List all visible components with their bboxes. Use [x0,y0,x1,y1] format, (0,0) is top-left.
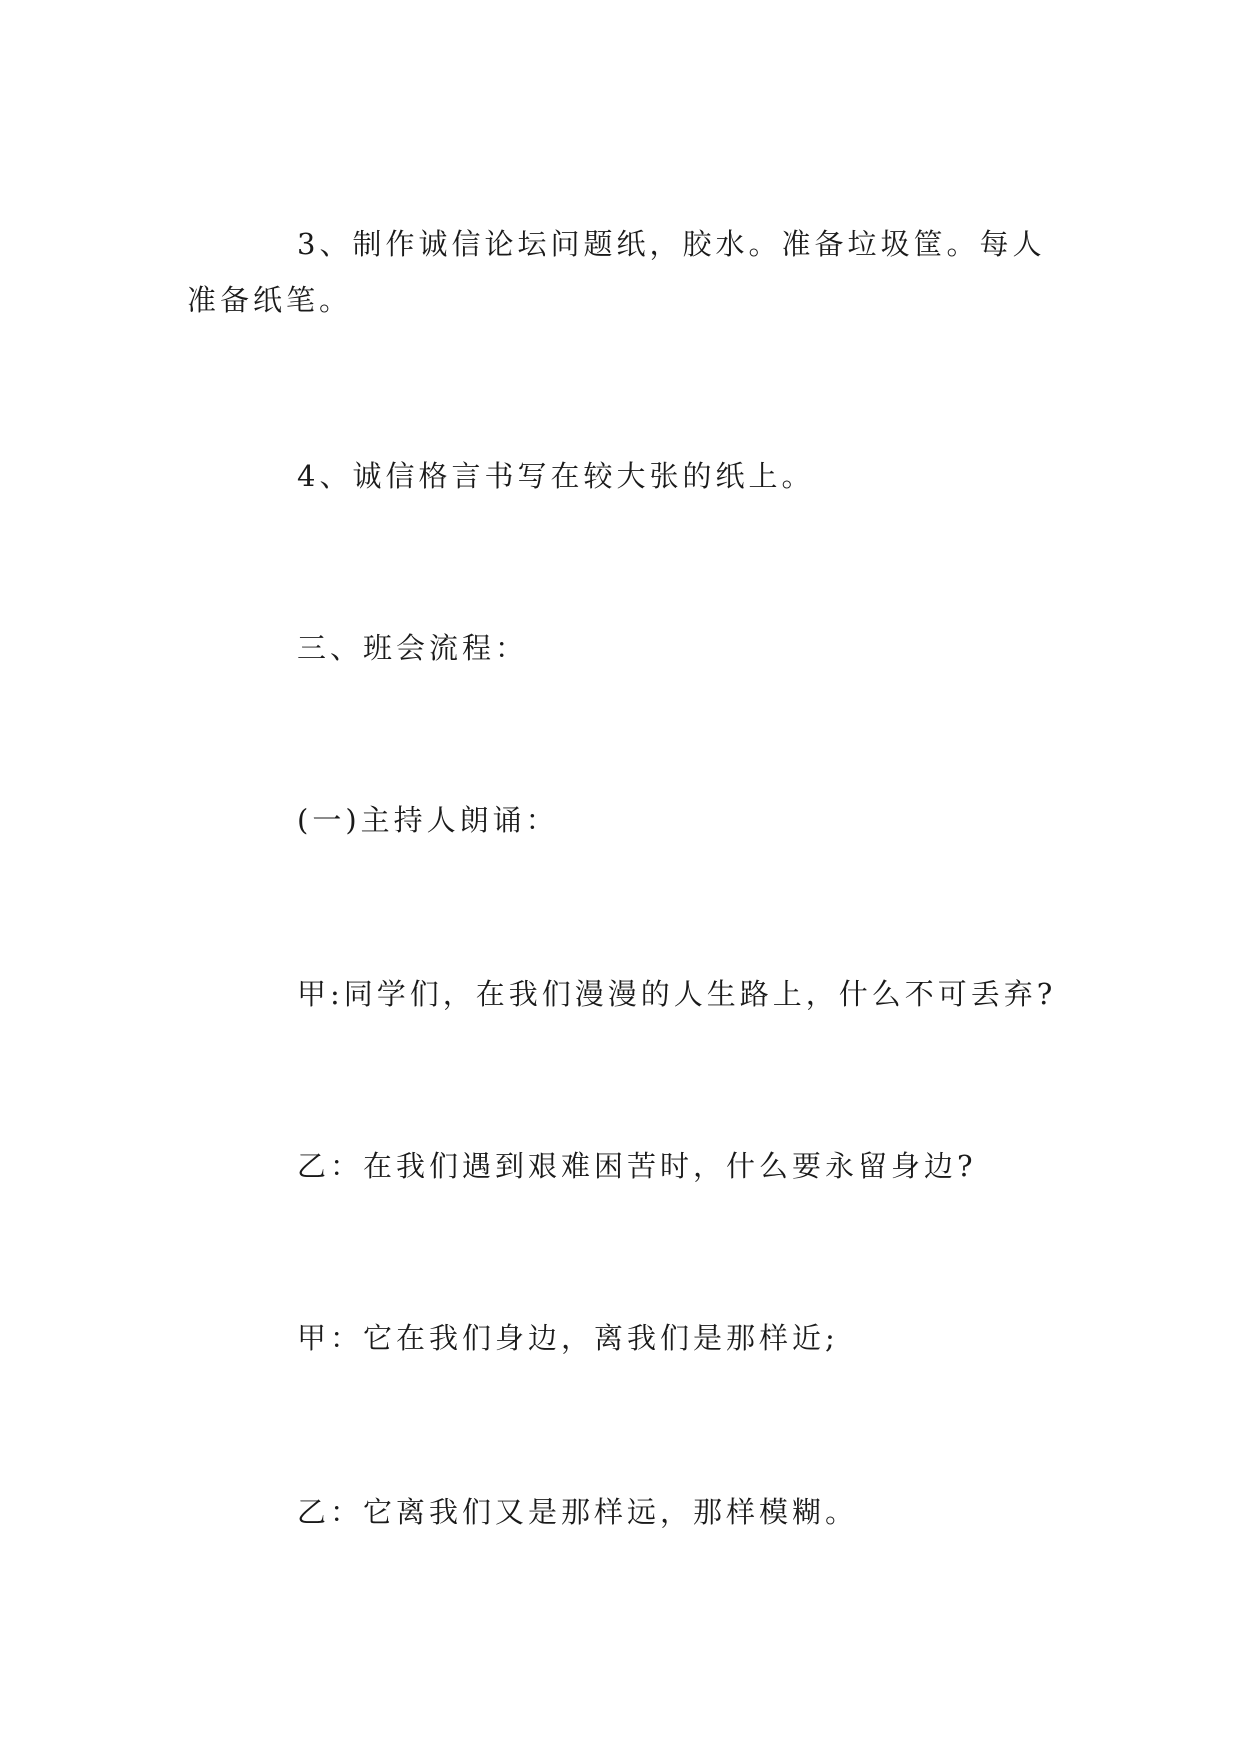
paragraph-line: 3、制作诚信论坛问题纸，胶水。准备垃圾筐。每人 [297,227,1046,261]
dialogue-line-yi-1: 乙：在我们遇到艰难困苦时，什么要永留身边? [297,1149,977,1183]
dialogue-line-jia-2: 甲：它在我们身边，离我们是那样近; [297,1321,839,1355]
paragraph-line: 准备纸笔。 [187,283,353,317]
subsection-heading-host-recitation: (一)主持人朗诵： [297,803,559,837]
paragraph-preparation-3 [187,216,1045,328]
dialogue-line-yi-2: 乙：它离我们又是那样远，那样模糊。 [297,1495,859,1529]
dialogue-line-jia-1: 甲:同学们，在我们漫漫的人生路上，什么不可丢弃? [297,977,1057,1011]
paragraph-preparation-4: 4、诚信格言书写在较大张的纸上。 [297,459,815,493]
section-heading-class-meeting-process: 三、班会流程： [297,631,529,665]
